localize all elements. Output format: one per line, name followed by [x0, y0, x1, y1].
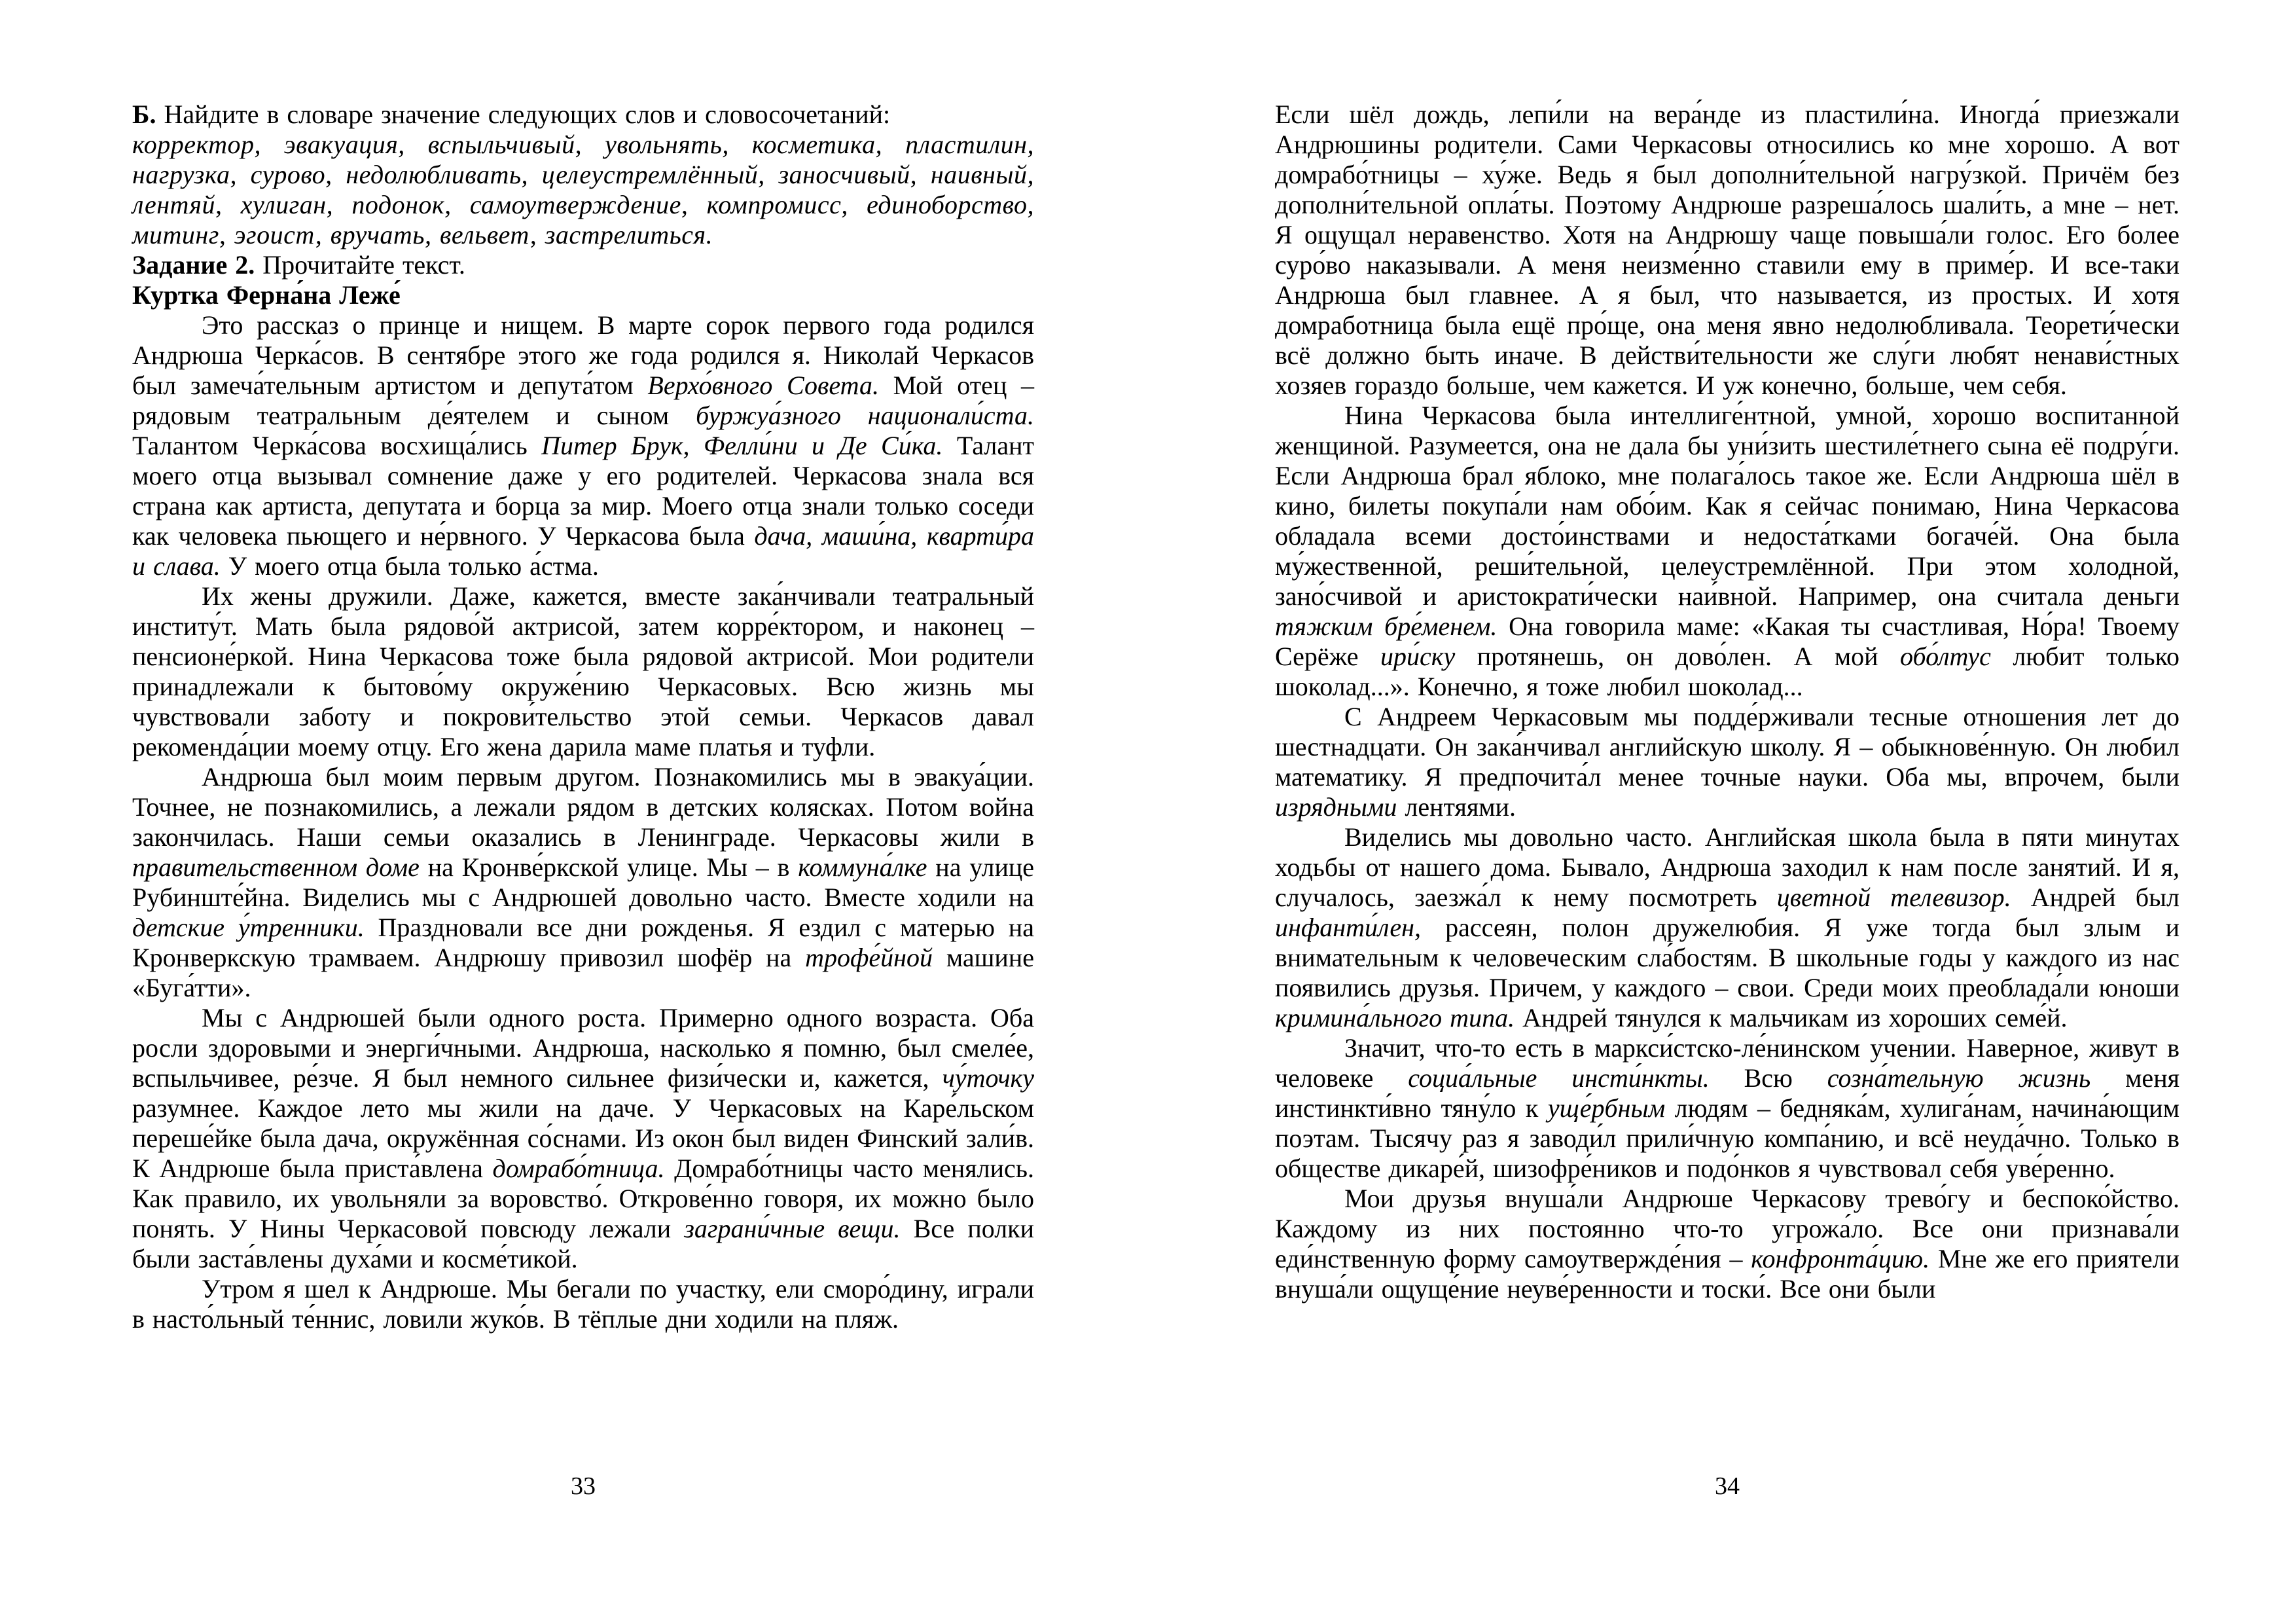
body-text-left: [132, 310, 1034, 1334]
text-run: Виделись мы довольно часто. Английская школа была в пяти минутах ходьбы от нашего дома. Бывало, Андрюша заходил к нам после занятий. И я, случалось, заезжа́л к нему посмотреть: [1275, 822, 2179, 912]
text-run: Мои друзья внуша́ли Андрюше Черкасову трево́гу и беспоко́йство. Каждому из них постоянно что-то угрожа́ло. Все они признава́ли еди́нственную форму самоутвержде́ния –: [1275, 1184, 2179, 1273]
paragraph: [1275, 1184, 2179, 1304]
text-run: У моего отца была только а́стма.: [220, 551, 599, 581]
text-run: Праздновали все дни рожденья. Я ездил с матерью на Кронверкскую трамваем. Андрюшу привозил шофёр на: [132, 913, 1034, 972]
text-run: Прочитайте текст.: [255, 250, 465, 280]
text-run: протянешь, он дово́лен. А мой: [1455, 642, 1901, 671]
page-number-left: 33: [571, 1472, 596, 1500]
section-b-heading: [132, 100, 1034, 130]
italic-run: социа́льные инсти́нкты.: [1408, 1063, 1710, 1093]
italic-run: детские у́тренники.: [132, 913, 365, 942]
paragraph: [1275, 1033, 2179, 1184]
italic-run: Питер Брук, Фелли́ни и Де Си́ка.: [541, 431, 943, 460]
text-run: Нина Черкасова была интеллиге́нтной, умной, хорошо воспитанной женщиной. Разумеется, она не дала бы уни́зить шестиле́тнего сына её подру́ги. Если Андрюша брал яблоко, мне полага́лось такое же. Если Андрюша шёл в кино, билеты покупа́ли нам обо́им. Как я сейчас понимаю, Нина Черкасова обладала всеми досто́инствами и недоста́тками богаче́й. Она была му́жественной, реши́тельной, целеустремлённой. При этом холодной, зано́счивой и аристократи́чески наи́вной. Например, она считала деньги: [1275, 401, 2179, 611]
italic-run: ири́ску: [1380, 642, 1456, 671]
paragraph: [1275, 822, 2179, 1033]
text-run: людям – бедняка́м, хулига́нам, начина́ющим поэтам. Тысячу раз я заводи́л прили́чную компа́нию, и всё неуда́чно. Только в обществе дикаре́й, шизофре́ников и подо́нков я чувствовал себя уве́ренно.: [1275, 1093, 2179, 1183]
text-run: С Андреем Черкасовым мы подде́рживали тесные отношения лет до шестнадцати. Он зака́нчивал английскую школу. Я – обыкнове́нную. Он любил математику. Я предпочита́л менее точные науки. Оба мы, впрочем, были: [1275, 702, 2179, 792]
paragraph: [132, 1003, 1034, 1274]
text-run: рассеян, полон дружелюбия. Я уже тогда был злым и внимательным к человеческим сла́бостям. В школьные годы у каждого из нас появились друзья. Причем, у каждого – свои. Среди моих преоблада́ли юноши: [1275, 913, 2179, 1002]
text-run: на улице Рубинште́йна. Виделись мы с Андрюшей довольно часто. Вместе ходили на: [132, 852, 1035, 912]
bold-run: Б.: [132, 100, 156, 129]
document-page-left: [132, 100, 1034, 1579]
text-run: Мы с Андрюшей были одного роста. Примерно одного возраста. Оба росли здоровыми и энерги́чными. Андрюша, насколько я помню, был смеле́е, вспыльчивее, ре́зче. Я был немного сильнее физи́чески и, кажется,: [132, 1003, 1034, 1093]
text-run: на Кронве́ркской улице. Мы – в: [419, 852, 798, 882]
text-run: Андрей тянулся к мальчикам из хороших семе́й.: [1515, 1003, 2068, 1032]
paragraph: [132, 1274, 1034, 1334]
text-run: Талантом Черка́сова восхища́лись: [132, 431, 542, 460]
italic-run: изрядными: [1275, 792, 1397, 822]
italic-run: заграни́чные вещи.: [684, 1214, 901, 1243]
text-run: Значит, что-то есть в маркси́стско-ле́нинском учении. Наверное, живут в человеке: [1275, 1033, 2179, 1093]
document-page-right: [1275, 100, 2179, 1579]
italic-run: правительственном доме: [132, 852, 420, 882]
text-run: меня инстинкти́вно тяну́ло к: [1275, 1063, 2179, 1123]
text-run: разумнее. Каждое лето мы жили на даче. У Черкасовых на Каре́льском переше́йке была дача, окружённая со́снами. Из окон был виден Финский зали́в. К Андрюше была приста́влена: [132, 1093, 1034, 1183]
text-run: Все полки были заста́влены духа́ми и косме́тикой.: [132, 1214, 1034, 1273]
italic-run: Верхо́вного Совета.: [647, 371, 879, 400]
bold-run: Задание 2.: [132, 250, 255, 280]
text-run: машине «Буга́тти».: [132, 943, 1034, 1002]
italic-run: буржуа́зного национали́ста.: [696, 401, 1034, 430]
italic-run: дача, маши́на, кварти́ра и слава.: [132, 521, 1035, 581]
italic-run: чу́точку: [942, 1063, 1034, 1093]
body-text-right: [1275, 100, 2179, 1304]
text-title: Куртка Ферна́на Леже́: [132, 280, 401, 310]
text-run: Андрюша был моим первым другом. Познакомились мы в эвакуа́ции. Точнее, не познакомились, а лежали рядом в детских колясках. Потом война закончилась. Наши семьи оказались в Ленинграде. Черкасовы жили в: [132, 762, 1034, 852]
paragraph: [1275, 100, 2179, 401]
paragraph: [132, 310, 1034, 581]
paragraph: [1275, 401, 2179, 702]
italic-run: обо́лтус: [1900, 642, 1991, 671]
task-2-heading: [132, 250, 1034, 280]
page-number-right: 34: [1715, 1472, 1740, 1500]
text-run: лентяями.: [1397, 792, 1516, 822]
italic-run: уще́рбным: [1547, 1093, 1666, 1123]
italic-run: инфанти́лен,: [1275, 913, 1422, 942]
italic-run: домрабо́тница.: [492, 1154, 665, 1183]
text-run: Мне же его приятели внуша́ли ощуще́ние неуве́ренности и тоски́. Все они были: [1275, 1244, 2179, 1304]
text-run: Всю: [1709, 1063, 1827, 1093]
text-run: Талант моего отца вызывал сомнение даже у его родителей. Черкасова знала вся страна как артиста, депутата и борца за мир. Моего отца знали только соседи как человека пьющего и не́рвного. У Черкасова была: [132, 431, 1034, 551]
text-run: любит только шоколад...». Конечно, я тоже любил шоколад...: [1275, 642, 2179, 701]
paragraph: [132, 581, 1034, 762]
italic-run: кримина́льного типа.: [1275, 1003, 1515, 1032]
paragraph: [132, 762, 1034, 1003]
vocabulary-word-list: [132, 130, 1034, 250]
italic-run: тяжким бре́менем.: [1275, 611, 1498, 641]
text-run: Это рассказ о принце и нищем. В марте сорок первого года родился Андрюша Черка́сов. В сентябре этого же года родился я. Николай Черкасов был замеча́тельным артистом и депута́том: [132, 310, 1034, 400]
text-run: Если шёл дождь, лепи́ли на вера́нде из пластили́на. Иногда́ приезжали Андрюшины родители. Сами Черкасовы относились ко мне хорошо. А вот домрабо́тницы – ху́же. Ведь я был дополни́тельной нагру́зкой. Причём без дополни́тельной опла́ты. Поэтому Андрюше разреша́лось шали́ть, а мне – нет. Я ощущал неравенство. Хотя на Андрюшу чаще повыша́ли голос. Его более суро́во наказывали. А меня неизме́нно ставили ему в приме́р. И все-таки Андрюша был главнее. А я был, что называется, из простых. И хотя домработница была ещё про́ще, она меня явно недолюбливала. Теорети́чески всё должно быть иначе. В действи́тельности же слу́ги любят ненави́стных хозяев гораздо больше, чем кажется. И уж конечно, больше, чем себя.: [1275, 100, 2179, 400]
text-run: Андрей был: [2011, 883, 2179, 912]
text-run: Найдите в словаре значение следующих слов и словосочетаний:: [156, 100, 891, 129]
text-run: Их жены дружили. Даже, кажется, вместе зака́нчивали театральный институ́т. Мать была рядово́й актрисой, затем корре́ктором, и наконец – пенсионе́ркой. Нина Черкасова тоже была рядовой актрисой. Мои родители принадлежали к бытово́му окруже́нию Черкасовых. Всю жизнь мы чувствовали заботу и покрови́тельство этой семьи. Черкасов давал рекоменда́ции моему отцу. Его жена дарила маме платья и туфли.: [132, 581, 1034, 761]
italic-run: цветной телевизор.: [1776, 883, 2011, 912]
paragraph: [1275, 702, 2179, 822]
italic-run: конфронта́цию.: [1751, 1244, 1930, 1273]
text-run: Она говорила маме: «Какая ты счастливая, Но́ра! Твоему Серёже: [1275, 611, 2180, 671]
text-run: Мой отец – рядовым театральным де́ятелем и сыном: [132, 371, 1034, 430]
italic-run: созна́тельную жизнь: [1827, 1063, 2091, 1093]
text-run: Утром я шел к Андрюше. Мы бегали по участку, ели сморо́дину, играли в насто́льный те́ннис, ловили жуко́в. В тёплые дни ходили на пляж.: [132, 1274, 1034, 1334]
text-run: Домрабо́тницы часто менялись. Как правило, их увольняли за воровство́. Открове́нно говоря, их можно было понять. У Нины Черкасовой повсюду лежали: [132, 1154, 1034, 1243]
italic-run: корректор, эвакуация, вспыльчивый, увольнять, косметика, пластилин, нагрузка, сурово, недолюбливать, целеустремлённый, заносчивый, наивный, лентяй, хулиган, подонок, самоутверждение, компромисс, единоборство, митинг, эгоист, вручать, вельвет, застрелиться.: [132, 130, 1034, 249]
italic-run: трофе́йной: [805, 943, 933, 972]
italic-run: коммуна́лке: [798, 852, 927, 882]
